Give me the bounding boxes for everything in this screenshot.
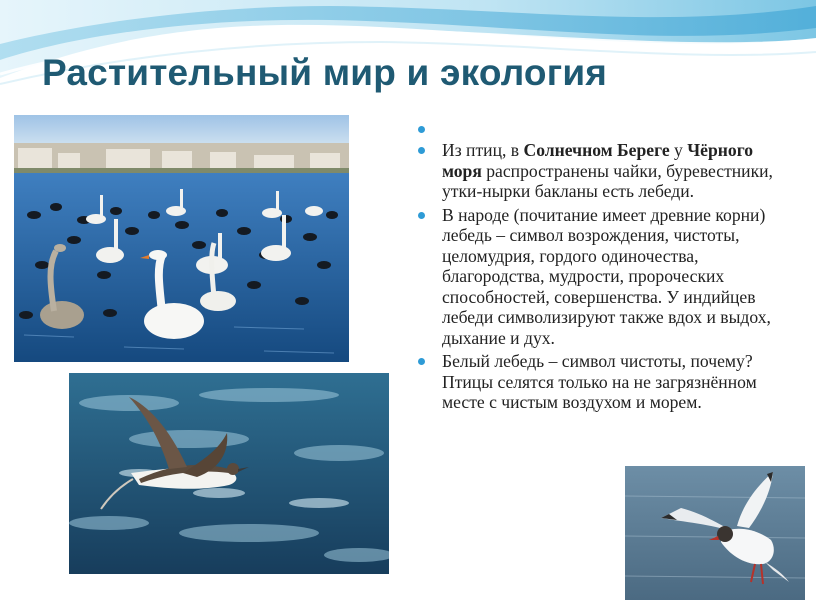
bullet-item-white-swan bbox=[415, 351, 773, 413]
bullet-text: распространены чайки, буревестники, утки-нырки бакланы есть лебеди. bbox=[442, 160, 773, 201]
shearwater-photo bbox=[69, 373, 389, 574]
bullet-text-bold: Солнечном Береге bbox=[523, 140, 670, 160]
bullet-item-birds bbox=[415, 140, 773, 202]
bullet-item-swan-symbol bbox=[415, 205, 773, 349]
swans-photo bbox=[14, 115, 349, 362]
bullet-text: у bbox=[669, 140, 688, 160]
bullet-text: Белый лебедь – символ чистоты, почему? Птицы селятся только на не загрязнённом месте с чистым воздухом и морем. bbox=[442, 351, 757, 412]
slide-title: Растительный мир и экология bbox=[42, 52, 608, 93]
bullet-text: В народе (почитание имеет древние корни) лебедь – символ возрождения, чистоты, целомудрия, гордого одиночества, благородства, мудрости, пророческих способностей, совершенства. У индийцев лебеди символизируют также вдох и выдох, дыхание и дух. bbox=[442, 204, 771, 348]
bullet-text-bold: Чёрного моря bbox=[442, 140, 754, 181]
bullet-item-empty bbox=[415, 122, 773, 140]
bullet-list bbox=[415, 122, 773, 416]
gull-photo bbox=[625, 466, 805, 600]
bullet-text: Из птиц, в bbox=[442, 140, 524, 160]
